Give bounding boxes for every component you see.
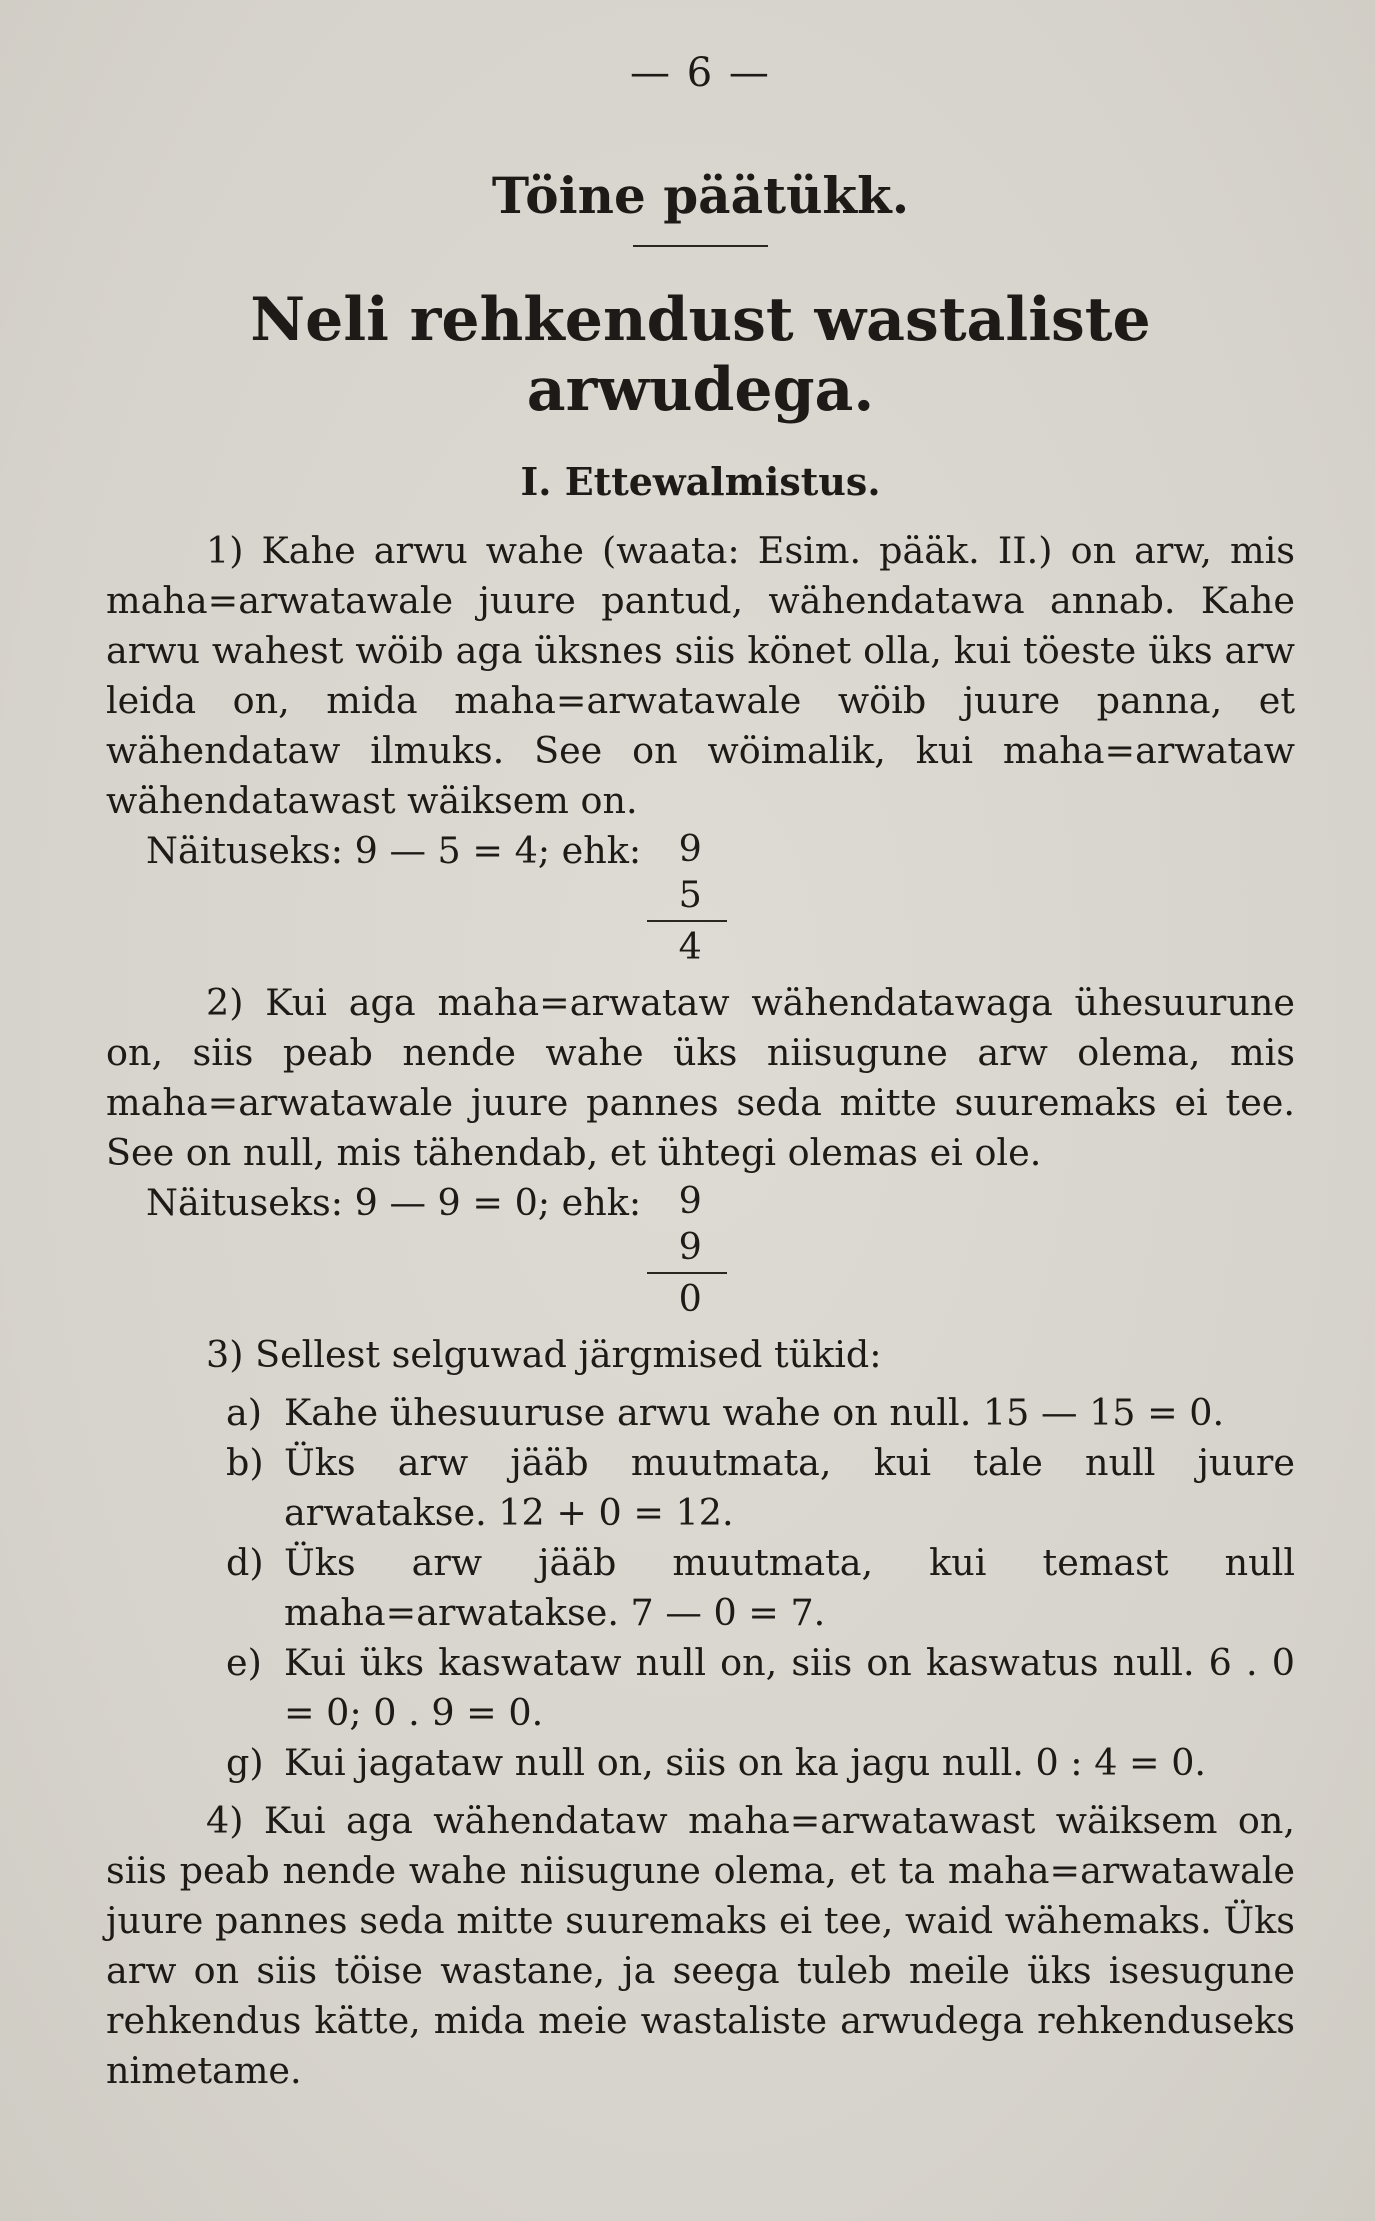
paragraph-2: 2) Kui aga maha=arwataw wähendatawaga ühesuurune on, siis peab nende wahe üks niisugune arw olema, mis maha=arwatawale juure pannes seda mitte suuremaks ei tee. See on null, mis tähendab, et ühtegi olemas ei ole. xyxy=(106,981,1295,1174)
example-1-sum-line xyxy=(647,920,727,922)
section-heading: I. Ettewalmistus. xyxy=(520,459,881,504)
example-2-column xyxy=(655,1178,725,1322)
list-item xyxy=(106,1538,1295,1638)
list-item-text: Kui jagataw null on, siis on ka jagu null. 0 : 4 = 0. xyxy=(284,1741,1207,1784)
example-1-column xyxy=(655,826,725,970)
list-item xyxy=(106,1738,1295,1788)
list-item-label: g) xyxy=(226,1741,264,1784)
list-item-label: d) xyxy=(226,1541,264,1584)
paragraph-3-intro: 3) Sellest selguwad järgmised tükid: xyxy=(206,1333,882,1376)
list-item-text: Üks arw jääb muutmata, kui temast null maha=arwatakse. 7 — 0 = 7. xyxy=(284,1541,1295,1634)
example-1-result: 4 xyxy=(678,925,702,968)
example-2-subtrahend: 9 xyxy=(678,1225,702,1268)
list-item-label: a) xyxy=(226,1391,263,1434)
page-number: — 6 — xyxy=(630,50,771,96)
divider-rule xyxy=(633,245,768,247)
list-item xyxy=(106,1388,1295,1438)
chapter-heading: Töine päätükk. xyxy=(491,166,910,225)
example-1-minuend: 9 xyxy=(678,827,702,870)
list-item xyxy=(106,1438,1295,1538)
list-item xyxy=(106,1638,1295,1738)
list-item-label: e) xyxy=(226,1641,262,1684)
example-2-minuend: 9 xyxy=(678,1179,702,1222)
list-item-text: Kahe ühesuuruse arwu wahe on null. 15 — 15 = 0. xyxy=(284,1391,1225,1434)
example-1 xyxy=(106,826,1295,970)
example-1-subtrahend: 5 xyxy=(678,873,702,916)
example-2-lead: Näituseks: 9 — 9 = 0; ehk: xyxy=(146,1181,642,1224)
page-title: Neli rehkendust wastaliste arwudega. xyxy=(250,285,1151,425)
paragraph-4: 4) Kui aga wähendataw maha=arwatawast wäiksem on, siis peab nende wahe niisugune olema, et ta maha=arwatawale juure pannes seda mitte suuremaks ei tee, waid wähemaks. Üks arw on siis töise wastane, ja seega tuleb meile üks isesugune rehkendus kätte, mida meie wastaliste arwudega rehkenduseks nimetame. xyxy=(106,1799,1295,2092)
list-item-text: Üks arw jääb muutmata, kui tale null juure arwatakse. 12 + 0 = 12. xyxy=(284,1441,1295,1534)
example-2-result: 0 xyxy=(678,1277,702,1320)
list-item-text: Kui üks kaswataw null on, siis on kaswatus null. 6 . 0 = 0; 0 . 9 = 0. xyxy=(284,1641,1295,1734)
example-2 xyxy=(106,1178,1295,1322)
list-item-label: b) xyxy=(226,1441,264,1484)
paragraph-1: 1) Kahe arwu wahe (waata: Esim. pääk. II.) on arw, mis maha=arwatawale juure pantud, wähendatawa annab. Kahe arwu wahest wöib aga üksnes siis könet olla, kui töeste üks arw leida on, mida maha=arwatawale wöib juure panna, et wähendataw ilmuks. See on wöimalik, kui maha=arwataw wähendatawast wäiksem on. xyxy=(106,529,1295,822)
example-2-sum-line xyxy=(647,1272,727,1274)
example-1-lead: Näituseks: 9 — 5 = 4; ehk: xyxy=(146,829,642,872)
